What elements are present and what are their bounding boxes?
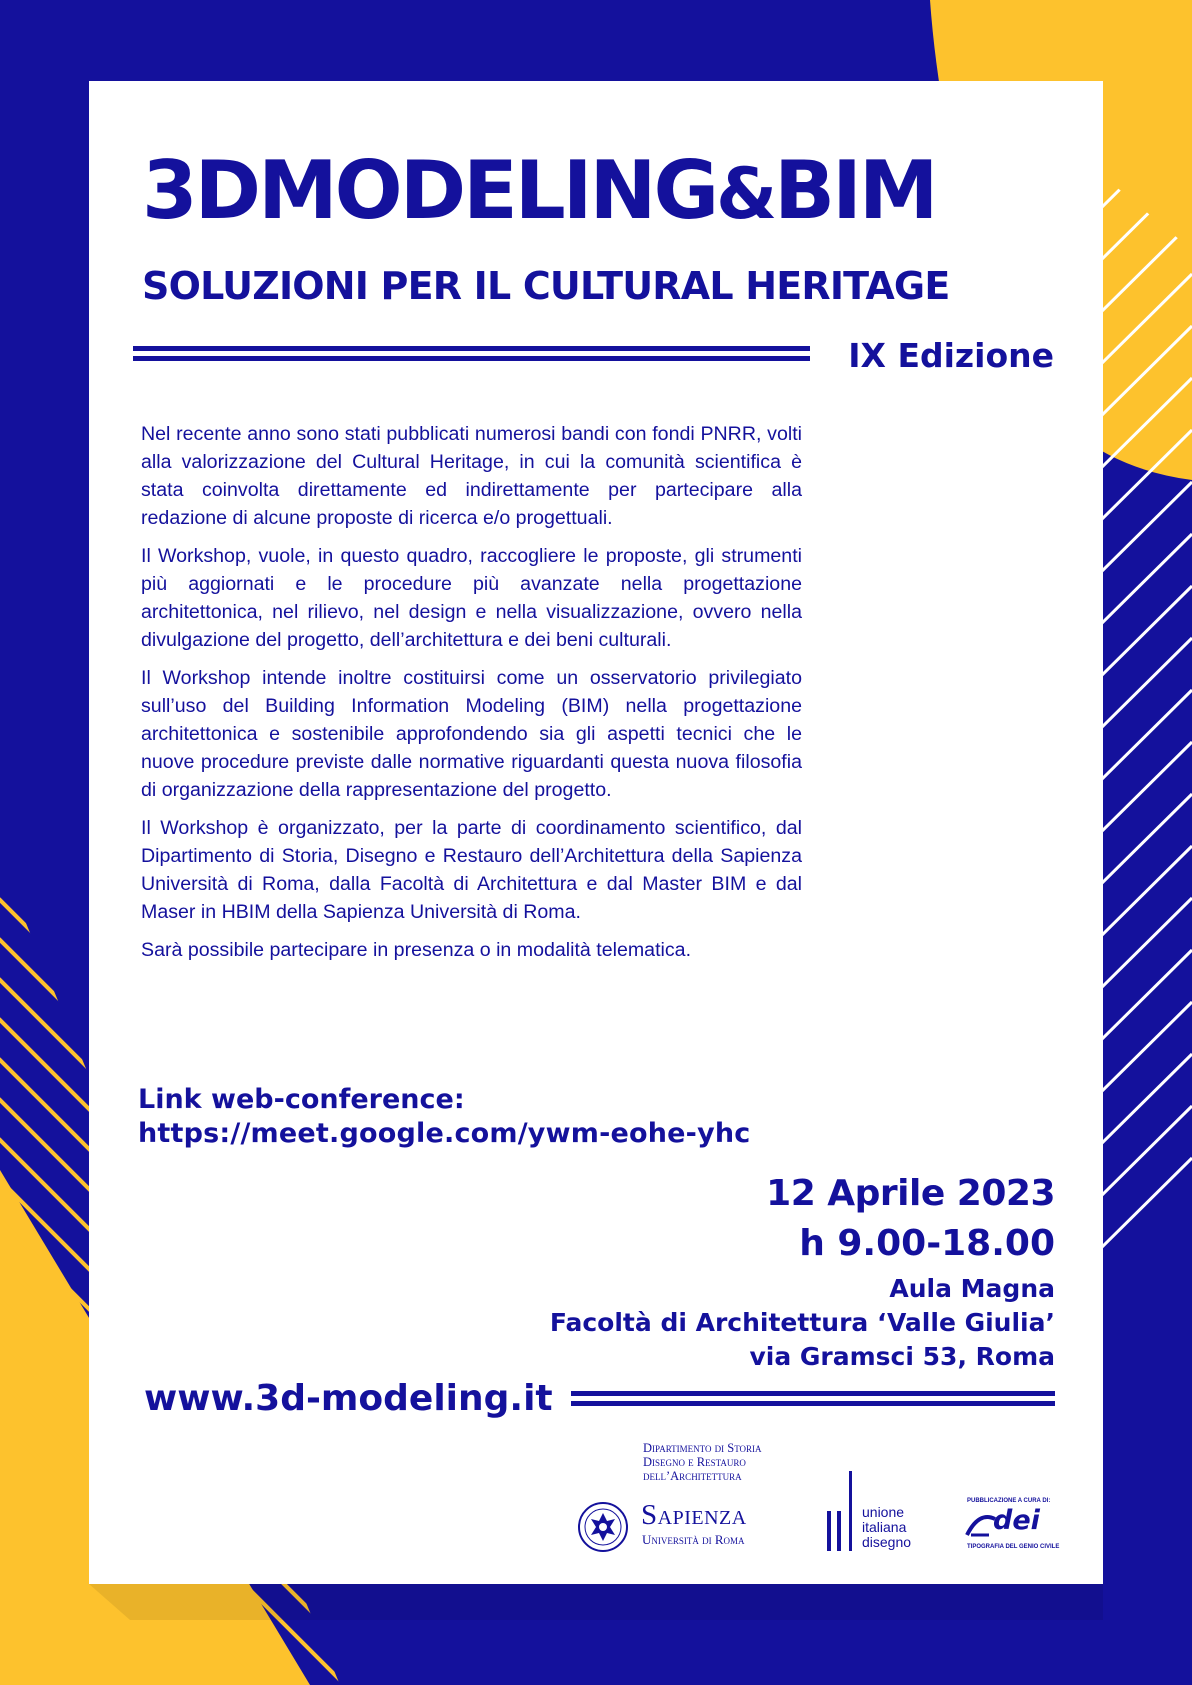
web-conference-label: Link web-conference:: [138, 1084, 465, 1115]
title-3dmodeling: 3DMODELING: [142, 144, 717, 237]
edition-label: IX Edizione: [848, 336, 1054, 375]
poster-subtitle: SOLUZIONI PER IL CULTURAL HERITAGE: [142, 264, 950, 308]
uid-line: italiana: [862, 1519, 907, 1535]
venue-line: Facoltà di Architettura ‘Valle Giulia’: [549, 1308, 1055, 1337]
venue-line: via Gramsci 53, Roma: [749, 1342, 1055, 1371]
paragraph: Nel recente anno sono stati pubblicati numerosi bandi con fondi PNRR, volti alla valorizzazione del Cultural Heritage, in cui la comunità scientifica è stata coinvolta direttamente ed indirettamente per partecipare alla redazione di alcune proposte di ricerca e/o progettuali.: [141, 423, 802, 529]
sapienza-name: Sapienza: [641, 1499, 747, 1531]
dept-line: dell’Architettura: [643, 1469, 742, 1483]
poster-title: [142, 146, 1095, 236]
uid-logo-text: [862, 1505, 911, 1550]
dei-logo-word: dei: [993, 1505, 1040, 1536]
uid-logo-icon: [825, 1471, 855, 1555]
uid-line: unione: [862, 1504, 905, 1520]
dept-line: Dipartimento di Storia: [643, 1441, 762, 1455]
dei-publication-label: PUBBLICAZIONE A CURA DI:: [967, 1498, 1051, 1504]
paragraph: Il Workshop è organizzato, per la parte di coordinamento scientifico, dal Dipartimento di Storia, Disegno e Restauro dell’Architettura della Sapienza Università di Roma, dalla Facoltà di Architettura e dal Master BIM e dal Maser in HBIM della Sapienza Università di Roma.: [141, 817, 802, 923]
intro-text: [141, 420, 802, 974]
sapienza-subtitle: Università di Roma: [642, 1532, 745, 1547]
divider-lines-top: [133, 346, 810, 361]
event-date: 12 Aprile 2023: [766, 1173, 1055, 1214]
paragraph: Il Workshop, vuole, in questo quadro, raccogliere le proposte, gli strumenti più aggiornati e le procedure più avanzate nella progettazione architettonica, nel rilievo, nel design e nella visualizzazione, ovvero nella divulgazione del progetto, dell’architettura e dei beni culturali.: [141, 545, 802, 651]
paragraph: Il Workshop intende inoltre costituirsi come un osservatorio privilegiato sull’uso del Building Information Modeling (BIM) nella progettazione architettonica e sostenibile approfondendo sia gli aspetti tecnici che le nuove procedure previste dalle normative riguardanti questa nuova filosofia di organizzazione della rappresentazione del progetto.: [141, 667, 802, 801]
event-hours: h 9.00-18.00: [799, 1223, 1055, 1264]
web-conference-link[interactable]: https://meet.google.com/ywm-eohe-yhc: [138, 1118, 751, 1149]
department-logo-text: [643, 1441, 762, 1483]
sapienza-seal-icon: [577, 1501, 629, 1553]
dei-logo-subtitle: TIPOGRAFIA DEL GENIO CIVILE: [967, 1544, 1060, 1550]
venue-line: Aula Magna: [889, 1274, 1055, 1303]
paragraph: Sarà possibile partecipare in presenza o in modalità telematica.: [141, 939, 692, 961]
uid-line: disegno: [862, 1534, 912, 1550]
divider-lines-bottom: [571, 1391, 1055, 1406]
title-bim: BIM: [774, 144, 936, 237]
website-link[interactable]: www.3d-modeling.it: [144, 1378, 553, 1419]
title-ampersand: &: [716, 153, 775, 235]
poster-card: [89, 81, 1103, 1584]
event-venue: [550, 1272, 1055, 1374]
dept-line: Disegno e Restauro: [643, 1455, 746, 1469]
